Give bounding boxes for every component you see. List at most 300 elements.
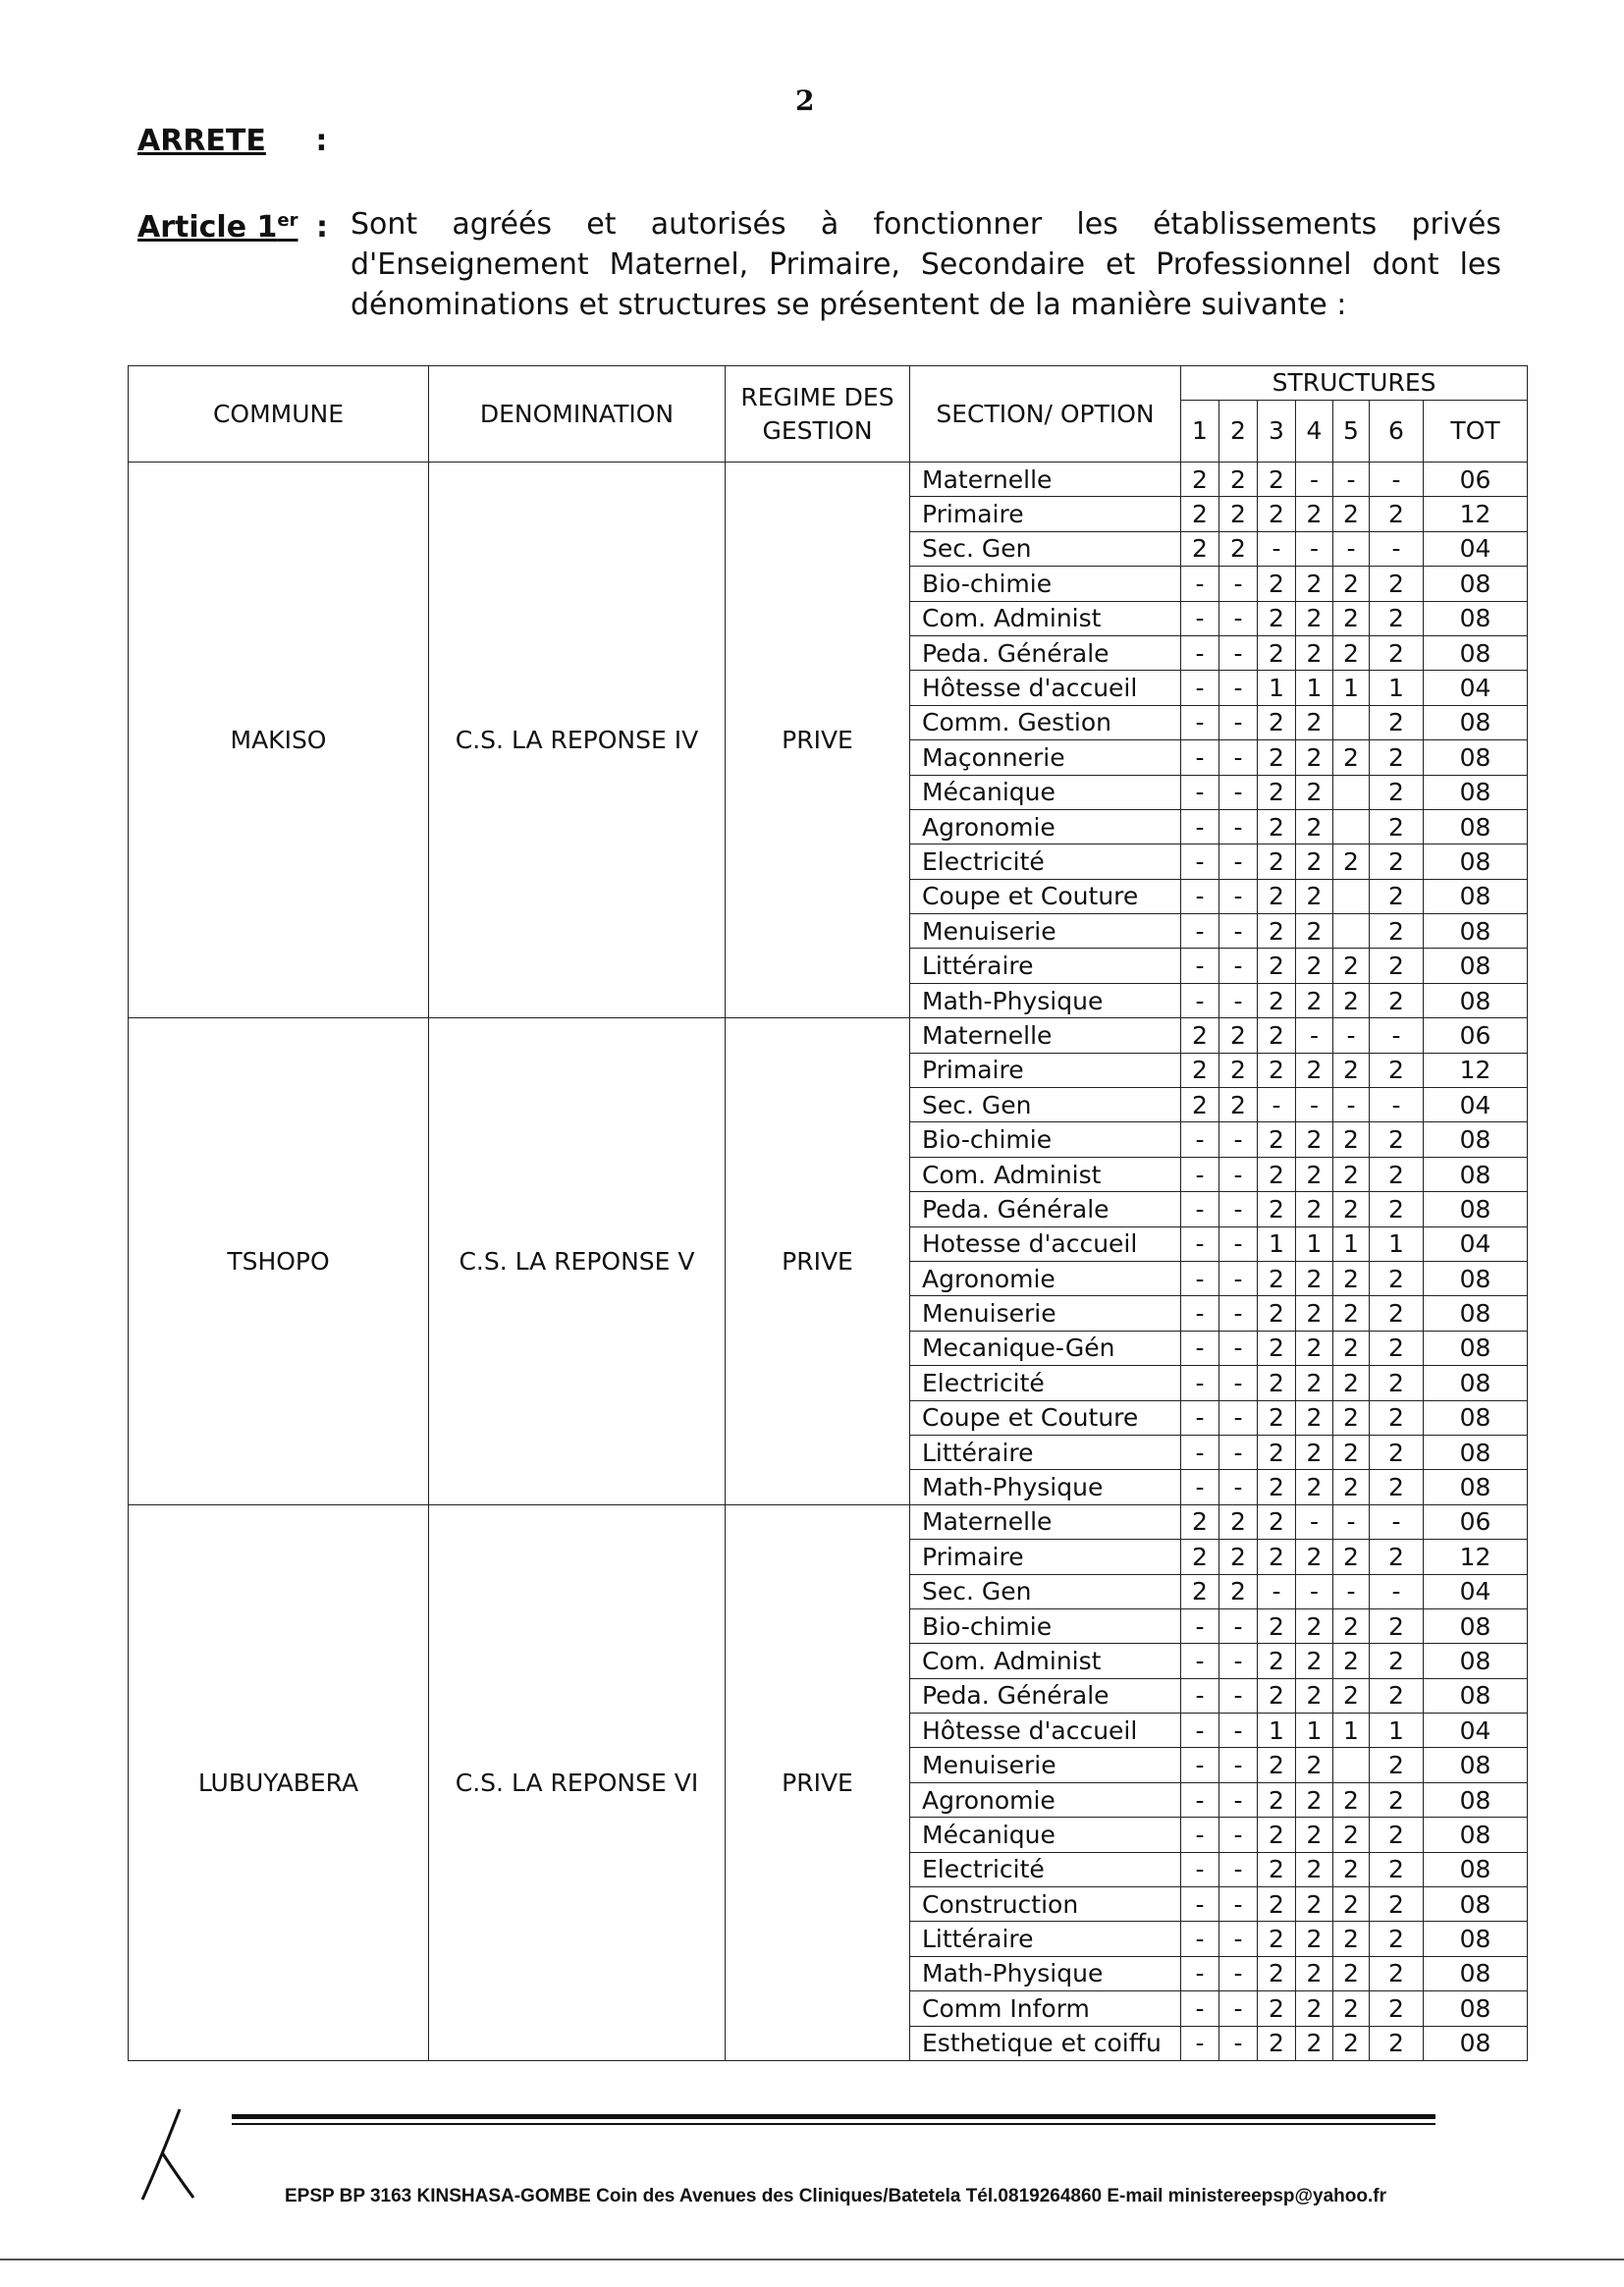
cell-structure-value: 2 [1333,1296,1370,1331]
cell-section: Com. Administ [910,1157,1181,1191]
cell-regime: PRIVE [726,463,910,1018]
cell-structure-value: 2 [1333,1435,1370,1469]
cell-structure-value: 2 [1258,635,1296,670]
cell-structure-value: 2 [1258,1331,1296,1365]
cell-total: 08 [1424,1192,1528,1226]
cell-structure-value: 2 [1370,1122,1424,1157]
cell-commune: LUBUYABERA [129,1504,429,2060]
cell-structure-value: 2 [1296,705,1333,739]
cell-structure-value: - [1181,983,1219,1017]
cell-total: 08 [1424,1782,1528,1817]
cell-structure-value: 1 [1296,671,1333,705]
cell-regime: PRIVE [726,1504,910,2060]
cell-denomination: C.S. LA REPONSE VI [429,1504,726,2060]
cell-structure-value: 2 [1333,497,1370,531]
decree-heading-label: ARRETE [137,124,266,158]
cell-total: 04 [1424,671,1528,705]
cell-structure-value: 2 [1333,1991,1370,2026]
cell-structure-value: - [1219,1192,1258,1226]
cell-structure-value: 2 [1370,635,1424,670]
cell-structure-value: 2 [1333,1922,1370,1956]
footer-rule-thick [232,2114,1435,2119]
cell-section: Primaire [910,497,1181,531]
cell-section: Maternelle [910,463,1181,497]
cell-structure-value: - [1219,1470,1258,1504]
cell-section: Primaire [910,1053,1181,1087]
cell-structure-value: 2 [1258,1261,1296,1295]
cell-structure-value: 2 [1258,1608,1296,1643]
cell-structure-value: 2 [1333,1540,1370,1574]
cell-total: 04 [1424,1574,1528,1608]
cell-section: Menuiserie [910,914,1181,949]
cell-commune: TSHOPO [129,1018,429,1504]
cell-structure-value: - [1181,635,1219,670]
cell-structure-value: 2 [1296,1470,1333,1504]
cell-structure-value: - [1181,1226,1219,1261]
page-bottom-rule [0,2259,1624,2260]
header-structures: STRUCTURES [1181,366,1528,401]
cell-section: Agronomie [910,1261,1181,1295]
cell-structure-value: - [1370,531,1424,566]
cell-structure-value: 1 [1258,1226,1296,1261]
cell-structure-value: 2 [1258,740,1296,775]
cell-structure-value: 2 [1258,844,1296,879]
header-structure-col: 3 [1258,401,1296,463]
cell-structure-value: - [1333,1018,1370,1053]
cell-total: 08 [1424,1956,1528,1990]
cell-total: 12 [1424,497,1528,531]
cell-structure-value: - [1296,463,1333,497]
cell-structure-value: - [1181,1157,1219,1191]
cell-section: Maternelle [910,1504,1181,1539]
cell-structure-value: - [1181,1678,1219,1713]
table-header [129,366,1528,463]
cell-structure-value: 2 [1333,1400,1370,1435]
cell-structure-value: 2 [1181,531,1219,566]
cell-structure-value: - [1181,775,1219,809]
schools-structure-table [128,365,1528,2061]
cell-total: 08 [1424,1644,1528,1678]
cell-section: Hôtesse d'accueil [910,1714,1181,1748]
cell-structure-value: 2 [1296,1922,1333,1956]
cell-structure-value: 2 [1333,1644,1370,1678]
cell-total: 08 [1424,1157,1528,1191]
cell-section: Math-Physique [910,983,1181,1017]
cell-section: Peda. Générale [910,1192,1181,1226]
cell-structure-value: - [1219,635,1258,670]
cell-structure-value: 2 [1296,1956,1333,1990]
cell-structure-value: - [1181,914,1219,949]
cell-structure-value: - [1219,1887,1258,1922]
cell-structure-value: 2 [1296,1991,1333,2026]
cell-section: Hôtesse d'accueil [910,671,1181,705]
cell-structure-value: 2 [1258,1018,1296,1053]
cell-structure-value: 2 [1333,1852,1370,1886]
cell-structure-value: 2 [1370,1192,1424,1226]
cell-structure-value: 2 [1258,949,1296,983]
cell-structure-value: 2 [1370,809,1424,844]
cell-structure-value: 2 [1370,1400,1424,1435]
cell-structure-value: 2 [1296,1331,1333,1365]
cell-structure-value: 2 [1333,601,1370,635]
cell-structure-value [1333,775,1370,809]
cell-structure-value: 2 [1370,1331,1424,1365]
cell-structure-value: - [1219,705,1258,739]
cell-structure-value: 2 [1296,1400,1333,1435]
cell-total: 08 [1424,1678,1528,1713]
cell-total: 08 [1424,1470,1528,1504]
cell-structure-value: 2 [1333,1887,1370,1922]
cell-structure-value: 1 [1296,1226,1333,1261]
cell-structure-value: 2 [1333,740,1370,775]
cell-structure-value: 2 [1333,1366,1370,1400]
cell-structure-value: 2 [1333,567,1370,601]
cell-structure-value: - [1219,949,1258,983]
cell-structure-value: 2 [1258,1748,1296,1782]
cell-structure-value: 2 [1296,635,1333,670]
cell-structure-value: 2 [1219,1088,1258,1122]
cell-structure-value: 2 [1370,1956,1424,1990]
cell-section: Menuiserie [910,1748,1181,1782]
cell-denomination: C.S. LA REPONSE V [429,1018,726,1504]
cell-section: Sec. Gen [910,1088,1181,1122]
cell-section: Math-Physique [910,1956,1181,1990]
cell-structure-value: 2 [1370,879,1424,913]
cell-structure-value: 2 [1258,1818,1296,1852]
cell-total: 08 [1424,1331,1528,1365]
cell-structure-value: - [1181,671,1219,705]
cell-structure-value: 2 [1333,1608,1370,1643]
cell-structure-value: - [1219,879,1258,913]
cell-total: 08 [1424,1748,1528,1782]
cell-structure-value: - [1219,671,1258,705]
cell-total: 08 [1424,567,1528,601]
cell-structure-value: 2 [1370,1470,1424,1504]
cell-structure-value: 2 [1333,1261,1370,1295]
cell-structure-value: 2 [1370,567,1424,601]
cell-structure-value: 1 [1370,1226,1424,1261]
cell-structure-value: 2 [1370,914,1424,949]
cell-structure-value: 2 [1258,1157,1296,1191]
cell-structure-value: 2 [1258,1122,1296,1157]
cell-structure-value: 2 [1258,1366,1296,1400]
cell-structure-value: 2 [1333,1331,1370,1365]
cell-structure-value: - [1258,531,1296,566]
cell-structure-value: 2 [1370,1644,1424,1678]
cell-total: 08 [1424,809,1528,844]
cell-structure-value: 1 [1370,1714,1424,1748]
decree-heading [137,124,327,158]
footer-address: EPSP BP 3163 KINSHASA-GOMBE Coin des Avenues des Cliniques/Batetela Tél.0819264860 E-mail ministereepsp@yahoo.fr [285,2186,1386,2206]
cell-structure-value: - [1219,567,1258,601]
cell-section: Electricité [910,1366,1181,1400]
cell-structure-value: - [1181,1192,1219,1226]
cell-structure-value: 2 [1333,1782,1370,1817]
cell-structure-value: - [1219,1714,1258,1748]
cell-structure-value: 1 [1333,1226,1370,1261]
cell-section: Construction [910,1887,1181,1922]
cell-structure-value: - [1370,1574,1424,1608]
cell-structure-value: 2 [1296,567,1333,601]
cell-section: Bio-chimie [910,1608,1181,1643]
cell-structure-value: 2 [1258,1192,1296,1226]
cell-structure-value: - [1296,1574,1333,1608]
cell-structure-value: 2 [1296,1157,1333,1191]
article-text: Sont agréés et autorisés à fonctionner les établissements privés d'Enseignement Maternel, Primaire, Secondaire et Professionnel dont les dénominations et structures se présentent de la manière suivante : [351,207,1501,322]
cell-total: 08 [1424,1991,1528,2026]
cell-structure-value: 2 [1258,1922,1296,1956]
cell-structure-value: 1 [1258,671,1296,705]
cell-structure-value: - [1219,740,1258,775]
cell-section: Esthetique et coiffu [910,2026,1181,2060]
cell-structure-value: 2 [1296,1435,1333,1469]
cell-section: Agronomie [910,809,1181,844]
cell-structure-value: - [1219,1644,1258,1678]
cell-structure-value: 2 [1296,1782,1333,1817]
cell-structure-value: - [1181,1887,1219,1922]
header-structure-col: 4 [1296,401,1333,463]
cell-structure-value: 2 [1333,1470,1370,1504]
cell-structure-value: - [1219,983,1258,1017]
cell-section: Coupe et Couture [910,1400,1181,1435]
cell-structure-value: 2 [1258,1470,1296,1504]
cell-structure-value: - [1219,1678,1258,1713]
cell-structure-value: 1 [1258,1714,1296,1748]
cell-structure-value: 2 [1258,879,1296,913]
cell-structure-value: 2 [1296,1122,1333,1157]
cell-structure-value: 2 [1370,844,1424,879]
cell-structure-value: 2 [1370,1852,1424,1886]
cell-structure-value: 2 [1258,983,1296,1017]
cell-section: Peda. Générale [910,1678,1181,1713]
cell-total: 08 [1424,1887,1528,1922]
article-colon: : [316,210,328,245]
cell-structure-value: 2 [1258,567,1296,601]
article-label [137,210,298,245]
cell-structure-value: - [1219,1852,1258,1886]
cell-structure-value: 2 [1370,1261,1424,1295]
cell-structure-value: 2 [1296,809,1333,844]
cell-structure-value: 2 [1370,1540,1424,1574]
cell-structure-value: - [1219,1400,1258,1435]
cell-section: Sec. Gen [910,531,1181,566]
cell-total: 08 [1424,983,1528,1017]
cell-structure-value: 2 [1370,1991,1424,2026]
cell-structure-value: 2 [1296,1192,1333,1226]
cell-structure-value: 2 [1370,1296,1424,1331]
cell-structure-value: - [1258,1574,1296,1608]
header-commune: COMMUNE [129,366,429,463]
cell-section: Mécanique [910,775,1181,809]
cell-structure-value: 2 [1370,1435,1424,1469]
cell-structure-value: 2 [1296,914,1333,949]
cell-structure-value: 2 [1258,1991,1296,2026]
cell-structure-value: 1 [1370,671,1424,705]
cell-structure-value: 2 [1370,1366,1424,1400]
cell-structure-value: - [1181,1852,1219,1886]
cell-structure-value: - [1219,2026,1258,2060]
header-structure-col: 6 [1370,401,1424,463]
cell-structure-value: - [1219,1366,1258,1400]
cell-structure-value: 2 [1296,879,1333,913]
decree-heading-colon: : [315,124,328,158]
cell-structure-value: 2 [1181,497,1219,531]
cell-structure-value: 2 [1370,1157,1424,1191]
cell-section: Maçonnerie [910,740,1181,775]
cell-total: 08 [1424,635,1528,670]
cell-structure-value: 2 [1333,1678,1370,1713]
cell-structure-value: 2 [1296,1748,1333,1782]
cell-structure-value: 2 [1296,1366,1333,1400]
cell-structure-value: 2 [1296,844,1333,879]
cell-structure-value: - [1181,1400,1219,1435]
cell-structure-value [1333,705,1370,739]
cell-structure-value: 2 [1258,2026,1296,2060]
cell-structure-value: - [1219,1782,1258,1817]
cell-section: Comm. Gestion [910,705,1181,739]
cell-structure-value: 2 [1370,1608,1424,1643]
cell-structure-value: 2 [1370,1053,1424,1087]
cell-structure-value: 2 [1219,463,1258,497]
cell-total: 08 [1424,914,1528,949]
cell-structure-value: 2 [1333,844,1370,879]
cell-structure-value: - [1181,1296,1219,1331]
cell-structure-value: - [1219,775,1258,809]
cell-section: Mecanique-Gén [910,1331,1181,1365]
cell-structure-value: 2 [1219,1574,1258,1608]
cell-structure-value: 2 [1370,740,1424,775]
cell-total: 08 [1424,844,1528,879]
cell-structure-value: - [1181,1608,1219,1643]
cell-structure-value: - [1296,1018,1333,1053]
cell-section: Bio-chimie [910,567,1181,601]
cell-structure-value: - [1296,1088,1333,1122]
cell-total: 08 [1424,1922,1528,1956]
cell-structure-value: 1 [1333,671,1370,705]
cell-structure-value: 2 [1219,497,1258,531]
cell-structure-value: 2 [1370,1818,1424,1852]
cell-structure-value: 2 [1296,1887,1333,1922]
cell-structure-value: 2 [1258,1504,1296,1539]
cell-section: Electricité [910,844,1181,879]
cell-denomination: C.S. LA REPONSE IV [429,463,726,1018]
cell-section: Math-Physique [910,1470,1181,1504]
cell-structure-value: - [1370,1018,1424,1053]
cell-structure-value: 2 [1370,601,1424,635]
cell-structure-value: 1 [1296,1714,1333,1748]
cell-structure-value: 2 [1258,809,1296,844]
cell-structure-value: 2 [1333,635,1370,670]
cell-structure-value: - [1219,844,1258,879]
cell-section: Primaire [910,1540,1181,1574]
cell-structure-value: 2 [1333,949,1370,983]
page-number: 2 [795,84,815,117]
cell-structure-value: 2 [1296,601,1333,635]
cell-structure-value: 2 [1258,914,1296,949]
cell-structure-value: 2 [1370,1922,1424,1956]
cell-structure-value: - [1333,1088,1370,1122]
header-structure-col: TOT [1424,401,1528,463]
cell-structure-value: - [1181,1748,1219,1782]
cell-total: 08 [1424,949,1528,983]
cell-total: 12 [1424,1053,1528,1087]
cell-total: 04 [1424,1714,1528,1748]
cell-structure-value: - [1181,844,1219,879]
cell-structure-value: 2 [1296,1608,1333,1643]
header-structure-col: 2 [1219,401,1258,463]
cell-structure-value: 2 [1296,775,1333,809]
cell-structure-value: - [1219,1226,1258,1261]
cell-total: 08 [1424,2026,1528,2060]
cell-structure-value: 2 [1258,497,1296,531]
cell-total: 06 [1424,463,1528,497]
cell-structure-value: - [1181,1366,1219,1400]
cell-structure-value: 2 [1296,1818,1333,1852]
cell-structure-value: - [1181,809,1219,844]
cell-structure-value: 2 [1181,1018,1219,1053]
cell-structure-value: - [1181,1261,1219,1295]
cell-structure-value [1333,809,1370,844]
cell-structure-value: - [1333,463,1370,497]
cell-structure-value: 2 [1258,1887,1296,1922]
cell-total: 08 [1424,1366,1528,1400]
cell-total: 08 [1424,601,1528,635]
cell-structure-value: - [1219,1435,1258,1469]
cell-structure-value: - [1181,1714,1219,1748]
header-denomination: DENOMINATION [429,366,726,463]
cell-structure-value [1333,914,1370,949]
cell-structure-value: 2 [1258,1852,1296,1886]
cell-section: Littéraire [910,1435,1181,1469]
cell-structure-value: - [1181,2026,1219,2060]
cell-structure-value: - [1219,1748,1258,1782]
cell-structure-value: 2 [1370,1678,1424,1713]
cell-structure-value: 2 [1370,705,1424,739]
cell-structure-value: 2 [1296,2026,1333,2060]
cell-total: 08 [1424,1296,1528,1331]
cell-structure-value: 2 [1181,1088,1219,1122]
cell-structure-value: - [1219,601,1258,635]
signature-mark [133,2101,211,2209]
cell-structure-value: 2 [1296,983,1333,1017]
header-structure-col: 5 [1333,401,1370,463]
cell-total: 08 [1424,1608,1528,1643]
cell-structure-value: 2 [1219,1504,1258,1539]
cell-structure-value: 2 [1258,775,1296,809]
cell-structure-value: - [1370,1504,1424,1539]
cell-structure-value: - [1219,1991,1258,2026]
cell-structure-value: - [1181,1818,1219,1852]
header-section: SECTION/ OPTION [910,366,1181,463]
cell-structure-value: 2 [1296,740,1333,775]
cell-structure-value: 2 [1258,1400,1296,1435]
cell-section: Mécanique [910,1818,1181,1852]
cell-structure-value: 2 [1296,1678,1333,1713]
cell-structure-value: 2 [1370,1887,1424,1922]
cell-total: 06 [1424,1018,1528,1053]
cell-structure-value: 2 [1333,1053,1370,1087]
table-row [129,1504,1528,1539]
cell-structure-value: 2 [1333,1122,1370,1157]
cell-structure-value: 2 [1296,1540,1333,1574]
cell-structure-value: 2 [1181,1504,1219,1539]
cell-structure-value: - [1219,1122,1258,1157]
cell-structure-value: 2 [1258,1782,1296,1817]
cell-total: 08 [1424,1400,1528,1435]
cell-structure-value: 2 [1370,983,1424,1017]
cell-structure-value: - [1181,601,1219,635]
cell-section: Com. Administ [910,601,1181,635]
